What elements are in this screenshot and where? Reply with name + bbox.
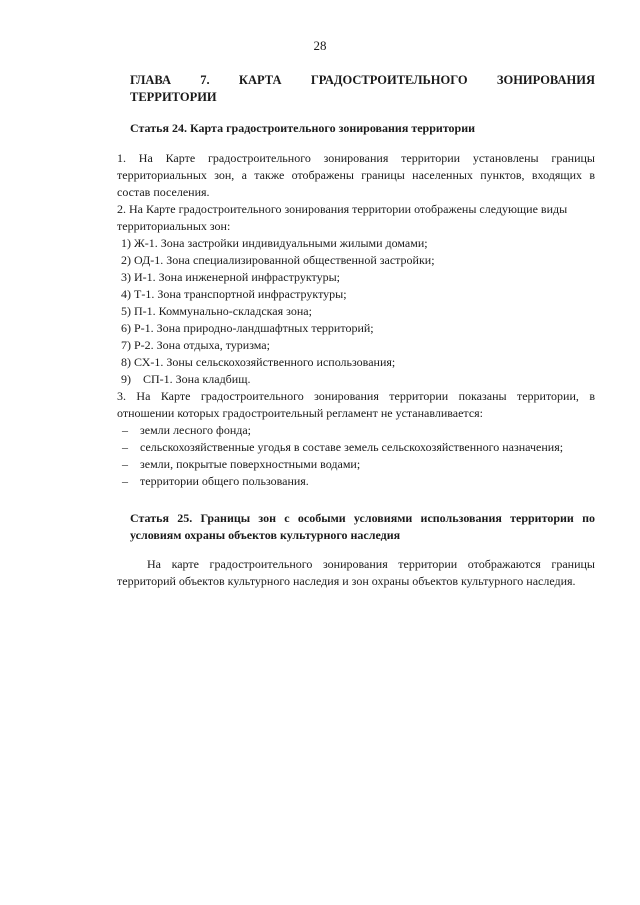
paragraph-1-line-1: 1. На Карте градостроительного зонирования территории установлены границы <box>117 151 595 165</box>
article-25-title-line-1: Статья 25. Границы зон с особыми условиями использования территории по <box>130 511 595 525</box>
exempt-item-text: земли лесного фонда; <box>140 423 252 437</box>
article-25-paragraph-line-2: территорий объектов культурного наследия и зон охраны объектов культурного наследия. <box>117 574 576 588</box>
zone-item: 7) Р-2. Зона отдыха, туризма; <box>121 338 270 352</box>
zone-item: 5) П-1. Коммунально-складская зона; <box>121 304 312 318</box>
page-number: 28 <box>313 38 327 53</box>
dash-bullet: – <box>122 423 128 437</box>
paragraph-1-line-2: территориальных зон, а также отображены границы населенных пунктов, входящих в <box>117 168 595 182</box>
article-24-paragraph-2 <box>117 201 595 235</box>
exempt-item <box>122 422 600 439</box>
exempt-item-text: земли, покрытые поверхностными водами; <box>140 457 361 471</box>
zone-item: 4) Т-1. Зона транспортной инфраструктуры; <box>121 287 347 301</box>
zone-item: 6) Р-1. Зона природно-ландшафтных территорий; <box>121 321 374 335</box>
article-24-title: Статья 24. Карта градостроительного зонирования территории <box>130 121 476 135</box>
article-24-paragraph-3 <box>117 388 595 422</box>
exempt-item <box>122 439 600 456</box>
exempt-item <box>122 456 600 473</box>
dash-bullet: – <box>122 474 128 488</box>
article-25-paragraph <box>117 556 595 590</box>
article-24-paragraph-1 <box>117 150 595 201</box>
zone-item: 9) СП-1. Зона кладбищ. <box>121 372 251 386</box>
article-25-title <box>130 510 595 544</box>
zones-list <box>121 235 599 388</box>
dash-bullet: – <box>122 440 128 454</box>
paragraph-3-line-1: 3. На Карте градостроительного зонирования территории показаны территории, в <box>117 389 595 403</box>
chapter-heading-line-1: ГЛАВА 7. КАРТА ГРАДОСТРОИТЕЛЬНОГО ЗОНИРОВАНИЯ <box>130 73 595 87</box>
exempt-item-text: территории общего пользования. <box>140 474 309 488</box>
paragraph-3-line-2: отношении которых градостроительный регламент не устанавливается: <box>117 406 484 420</box>
article-25-title-line-2: условиям охраны объектов культурного наследия <box>130 528 401 542</box>
zone-item: 3) И-1. Зона инженерной инфраструктуры; <box>121 270 340 284</box>
exempt-territories-list <box>122 422 600 490</box>
chapter-heading-line-2: ТЕРРИТОРИИ <box>130 90 217 104</box>
paragraph-2-line-2: территориальных зон: <box>117 219 231 233</box>
paragraph-1-line-3: состав поселения. <box>117 185 210 199</box>
paragraph-2-line-1: 2. На Карте градостроительного зонирования территории отображены следующие виды <box>117 202 568 216</box>
exempt-item <box>122 473 600 490</box>
zone-item: 1) Ж-1. Зона застройки индивидуальными жилыми домами; <box>121 236 428 250</box>
zone-item: 2) ОД-1. Зона специализированной общественной застройки; <box>121 253 435 267</box>
article-25-paragraph-line-1: На карте градостроительного зонирования территории отображаются границы <box>147 557 595 571</box>
dash-bullet: – <box>122 457 128 471</box>
zone-item: 8) СХ-1. Зоны сельскохозяйственного использования; <box>121 355 396 369</box>
exempt-item-text: сельскохозяйственные угодья в составе земель сельскохозяйственного назначения; <box>140 440 564 454</box>
chapter-heading <box>130 72 595 106</box>
